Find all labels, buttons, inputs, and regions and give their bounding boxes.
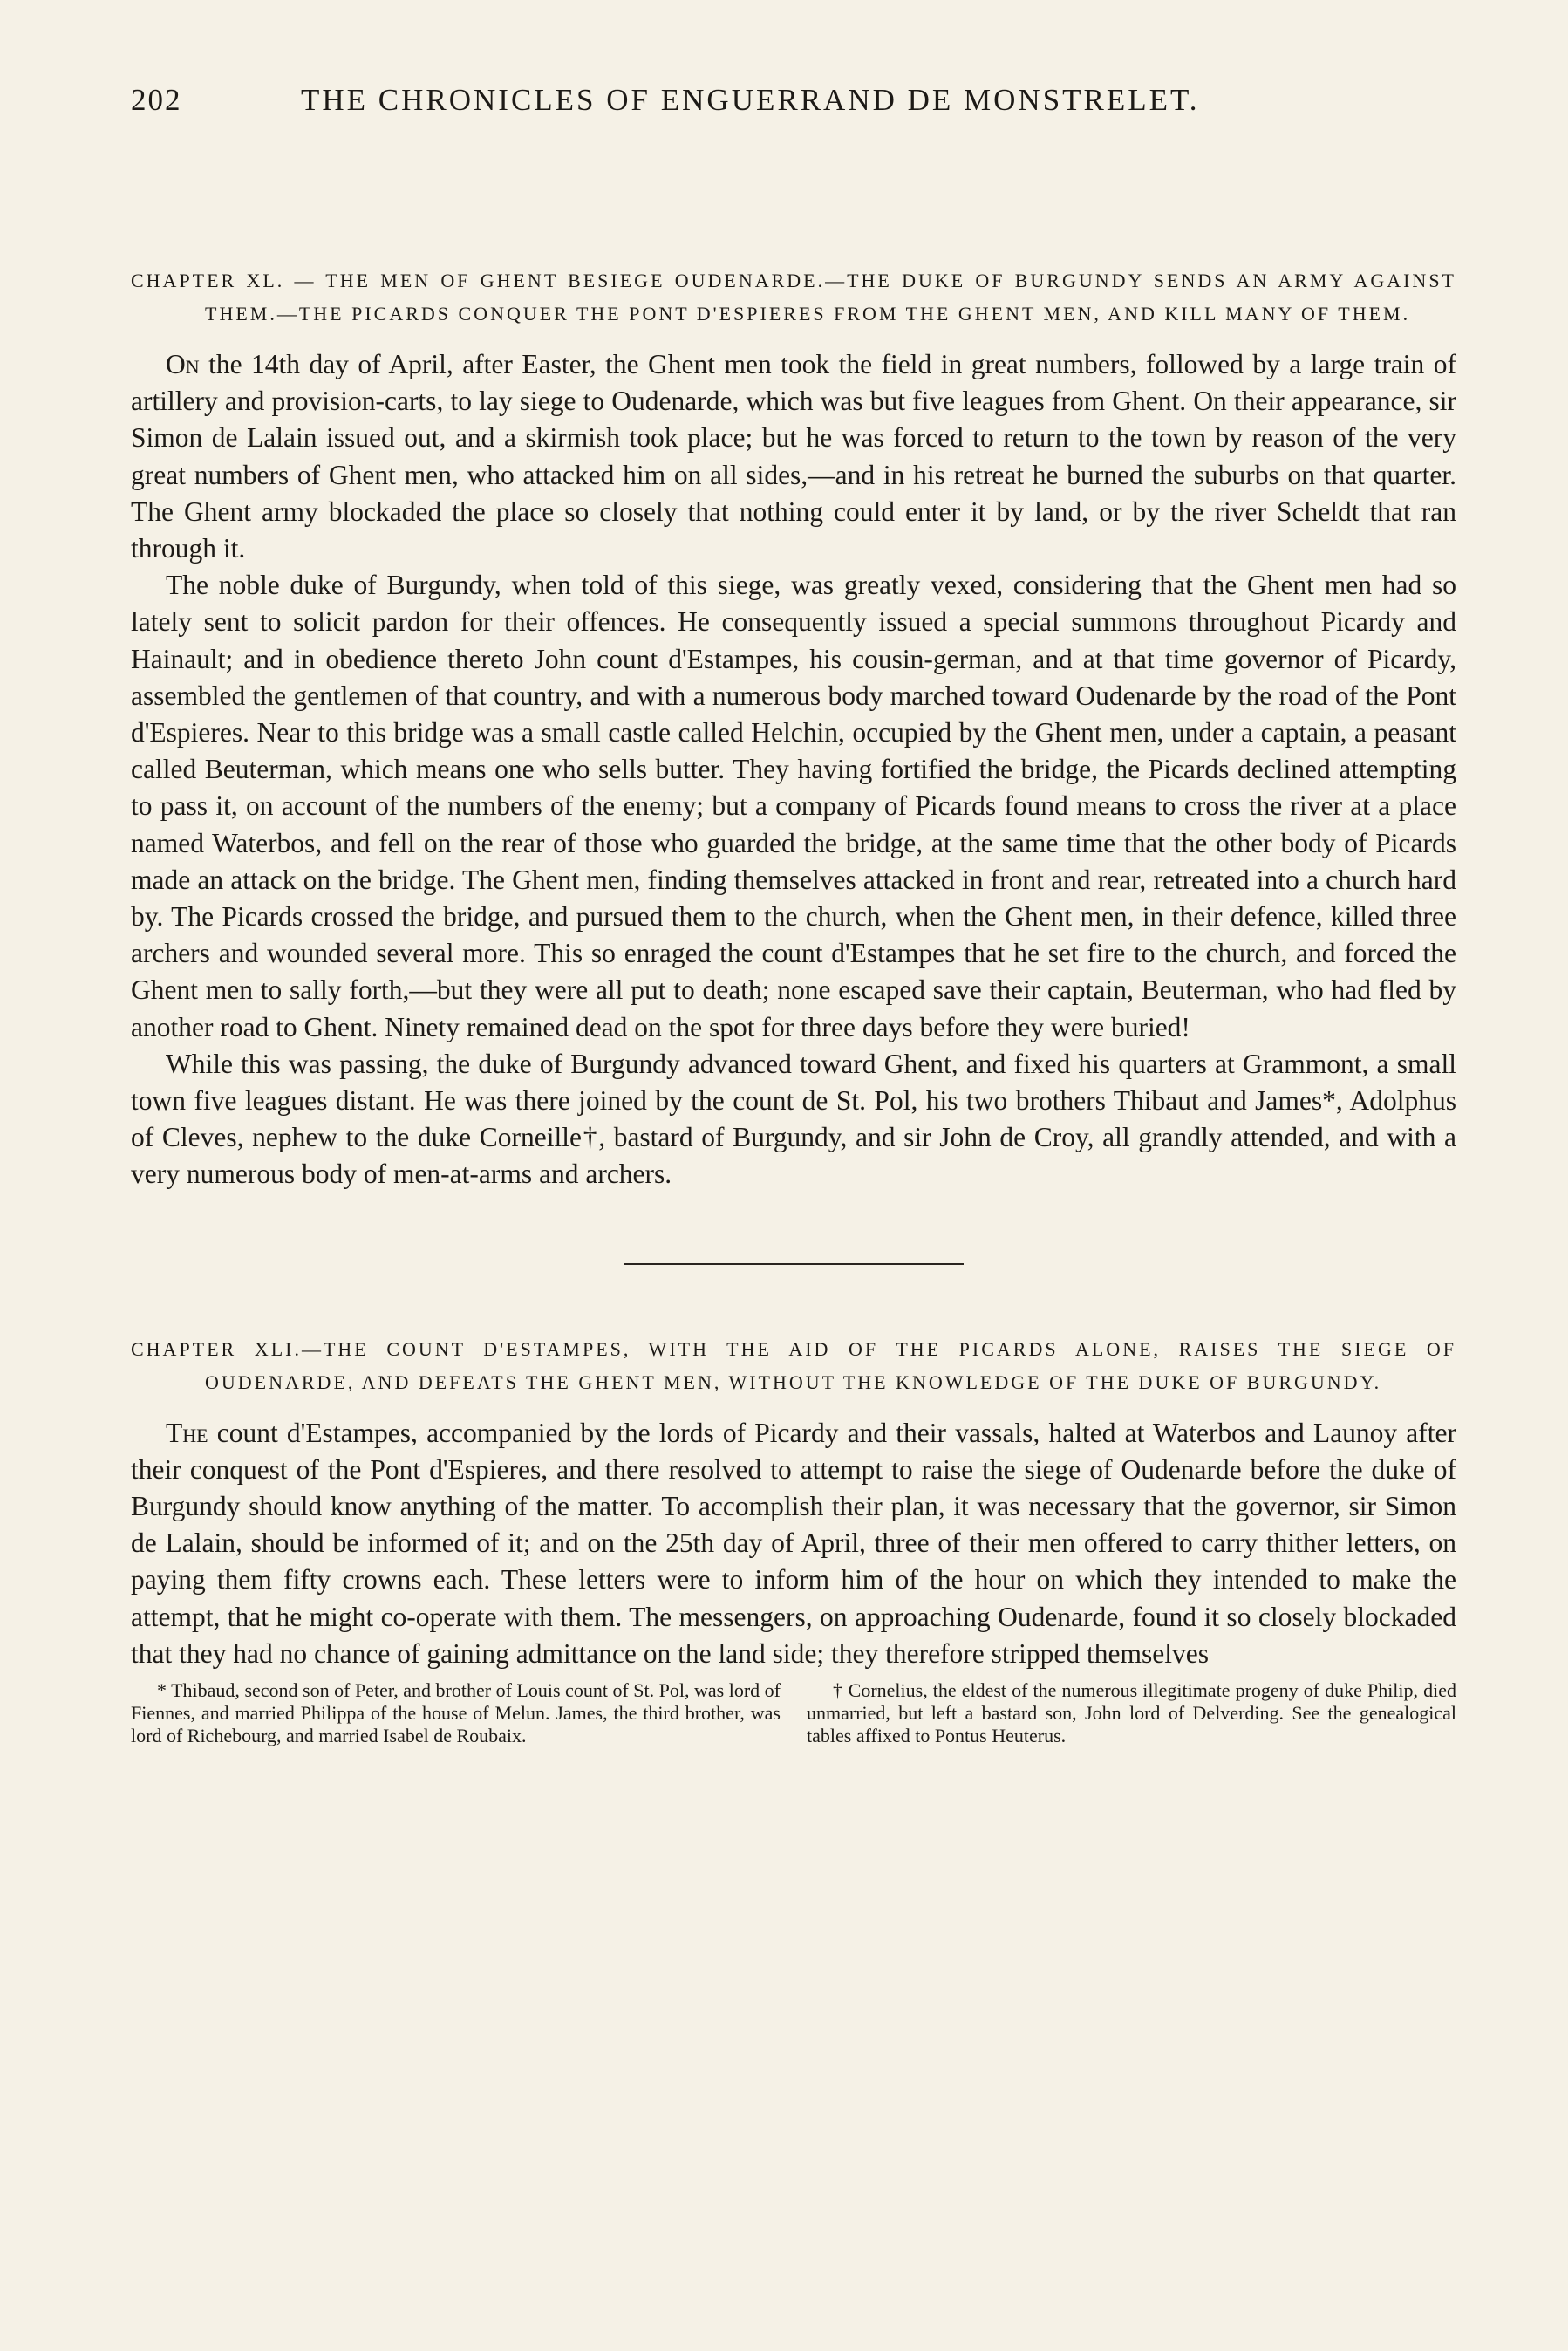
chapter-40-paragraph-2: The noble duke of Burgundy, when told of this siege, was greatly vexed, considering that the Ghent men had so lately sent to solicit pardon for their offences. He consequently issued a special summons throughout Picardy and Hainault; and in obedience thereto John count d'Estampes, his cousin-german, and at that time governor of Picardy, assembled the gentlemen of that country, and with a numerous body marched toward Oudenarde by the road of the Pont d'Espieres. Near to this bridge was a small castle called Helchin, occupied by the Ghent men, under a captain, a peasant called Beuterman, which means one who sells butter. They having fortified the bridge, the Picards declined attempting to pass it, on account of the numbers of the enemy; but a company of Picards found means to cross the river at a place named Waterbos, and fell on the rear of those who guarded the bridge, at the same time that the other body of Picards made an attack on the bridge. The Ghent men, finding themselves attacked in front and rear, retreated into a church hard by. The Picards crossed the bridge, and pursued them to the church, when the Ghent men, in their defence, killed three archers and wounded several more. This so enraged the count d'Estampes that he set fire to the church, and forced the Ghent men to sally forth,—but they were all put to death; none escaped save their captain, Beuterman, who had fled by another road to Ghent. Ninety remained dead on the spot for three days before they were buried! [131,570,1456,1042]
drop-word: On [166,349,200,379]
running-header [131,83,1456,135]
section-divider [624,1263,964,1265]
footnote-left: * Thibaud, second son of Peter, and brother of Louis count of St. Pol, was lord of Fiennes, and married Philippa of the house of Melun. James, the third brother, was lord of Richebourg, and married Isabel de Roubaix. [131,1679,781,1747]
chapter-40-heading: CHAPTER XL. — THE MEN OF GHENT BESIEGE OUDENARDE.—THE DUKE OF BURGUNDY SENDS AN ARMY AGAINST THEM.—THE PICARDS CONQUER THE PONT D'ESPIERES FROM THE GHENT MEN, AND KILL MANY OF THEM. [131,270,1456,325]
paragraph-text: count d'Estampes, accompanied by the lords of Picardy and their vassals, halted at Waterbos and Launoy after their conquest of the Pont d'Espieres, and there resolved to attempt to raise the siege of Oudenarde before the duke of Burgundy should know anything of the matter. To accomplish their plan, it was necessary that the governor, sir Simon de Lalain, should be informed of it; and on the 25th day of April, three of their men offered to carry thither letters, on paying them fifty crowns each. These letters were to inform him of the hour on which they intended to make the attempt, that he might co-operate with them. The messengers, on approaching Oudenarde, found it so closely blockaded that they had no chance of gaining admittance on the land side; they therefore stripped themselves [131,1417,1456,1669]
drop-word: The [166,1417,208,1448]
chapter-40-paragraph-3: While this was passing, the duke of Burgundy advanced toward Ghent, and fixed his quarters at Grammont, a small town five leagues distant. He was there joined by the count de St. Pol, his two brothers Thibaut and James*, Adolphus of Cleves, nephew to the duke Corneille†, bastard of Burgundy, and sir John de Croy, all grandly attended, and with a very numerous body of men-at-arms and archers. [131,1048,1456,1190]
footnote-right: † Cornelius, the eldest of the numerous illegitimate progeny of duke Philip, died unmarried, but left a bastard son, John lord of Delverding. See the genealogical tables affixed to Pontus Heuterus. [807,1679,1456,1747]
paragraph-text: the 14th day of April, after Easter, the Ghent men took the field in great numbers, followed by a large train of artillery and provision-carts, to lay siege to Oudenarde, which was but five leagues from Ghent. On their appearance, sir Simon de Lalain issued out, and a skirmish took place; but he was forced to return to the town by reason of the very great numbers of Ghent men, who attacked him on all sides,—and in his retreat he burned the suburbs on that quarter. The Ghent army blockaded the place so closely that nothing could enter it by land, or by the river Scheldt that ran through it. [131,349,1456,564]
page-number: 202 [131,83,182,117]
chapter-41-heading: CHAPTER XLI.—THE COUNT D'ESTAMPES, WITH THE AID OF THE PICARDS ALONE, RAISES THE SIEGE OF OUDENARDE, AND DEFEATS THE GHENT MEN, WITHOUT THE KNOWLEDGE OF THE DUKE OF BURGUNDY. [131,1337,1456,1393]
book-page [131,83,1456,1747]
footnotes [131,1679,1456,1747]
chapter-41-paragraph-1 [131,1415,1456,1672]
running-title: THE CHRONICLES OF ENGUERRAND DE MONSTRELET. [301,83,1200,117]
chapter-40-paragraph-1 [131,346,1456,567]
